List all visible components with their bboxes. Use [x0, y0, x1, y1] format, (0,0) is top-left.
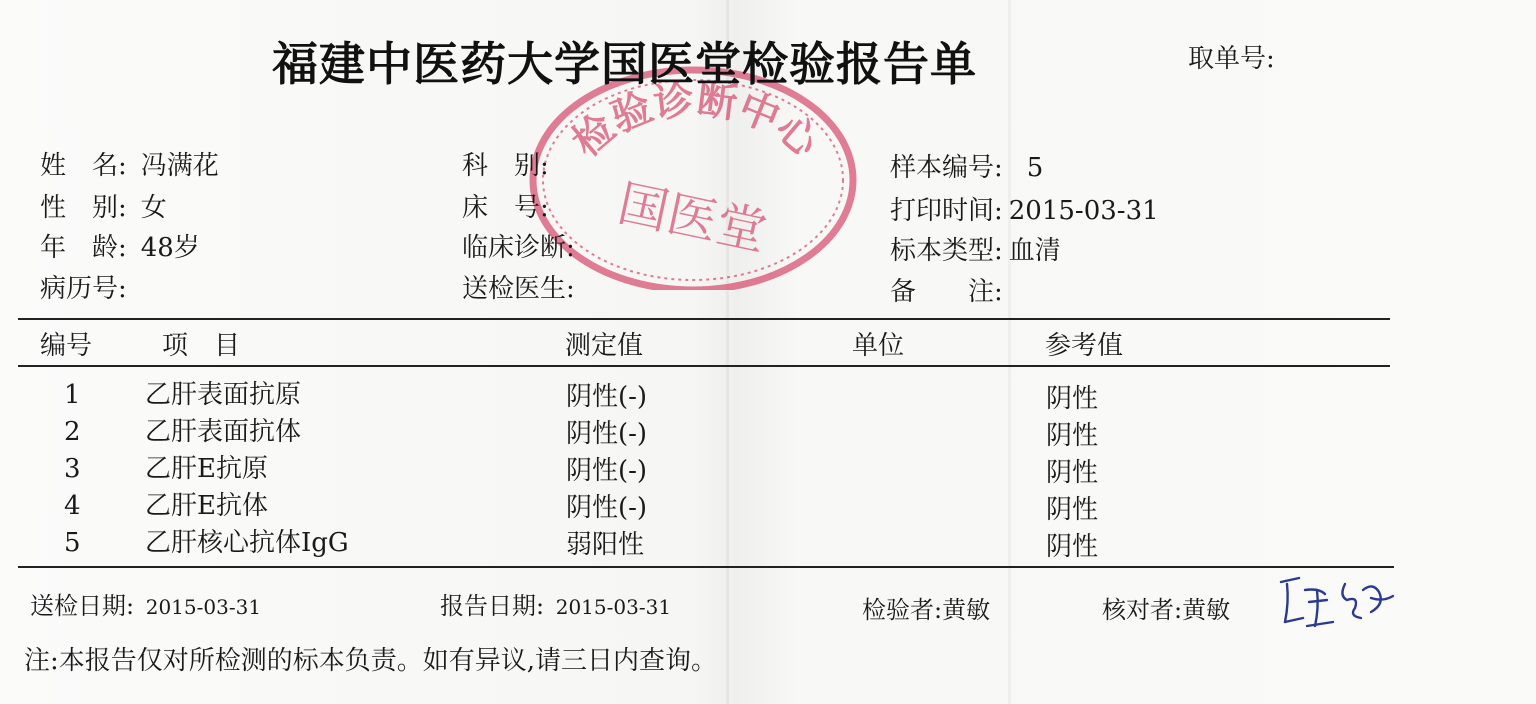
label: 姓 名:	[40, 151, 127, 181]
column-header-value: 测定值	[565, 331, 644, 361]
row-reference: 阴性	[1046, 421, 1099, 451]
disclaimer-note: 注:本报告仅对所检测的标本负责。如有异议,请三日内查询。	[24, 646, 718, 676]
stamp-center-text: 国医堂	[612, 173, 772, 262]
label: 报告日期:	[440, 592, 545, 620]
column-header-item: 项 目	[162, 331, 241, 361]
label: 临床诊断:	[462, 233, 575, 263]
column-header-unit: 单位	[852, 331, 905, 361]
bed-row	[462, 192, 563, 224]
row-item: 乙肝表面抗体	[145, 417, 302, 447]
label: 样本编号:	[890, 153, 1003, 183]
label: 科 别:	[462, 151, 549, 181]
diagnosis-row	[462, 232, 589, 264]
row-number: 1	[64, 380, 81, 410]
row-number: 3	[64, 454, 81, 484]
row-item: 乙肝E抗体	[145, 491, 268, 521]
patient-name: 冯满花	[140, 151, 219, 181]
table-header-rule	[18, 365, 1390, 367]
tester-row	[862, 590, 990, 625]
label: 检验者:	[862, 596, 943, 624]
paper-fold	[726, 0, 729, 704]
remark-row	[890, 276, 1017, 308]
column-header-reference: 参考值	[1045, 331, 1124, 361]
patient-sex-row	[40, 192, 167, 224]
row-value: 阴性(-)	[566, 382, 648, 412]
take-number-label: 取单号:	[1188, 44, 1275, 74]
checker: 黄敏	[1182, 596, 1231, 624]
paper-fold	[1008, 0, 1011, 704]
record-number-row	[40, 273, 141, 305]
send-date: 2015-03-31	[145, 595, 262, 619]
sample-number: 5	[1026, 153, 1044, 183]
label: 打印时间:	[890, 196, 1003, 226]
sample-number-row	[890, 152, 1043, 184]
print-time-row	[890, 195, 1159, 227]
patient-age: 48岁	[140, 233, 200, 263]
row-number: 5	[64, 528, 81, 558]
department-row	[462, 150, 563, 182]
row-item: 乙肝核心抗体IgG	[145, 528, 349, 558]
row-number: 4	[64, 491, 81, 521]
row-item: 乙肝E抗原	[145, 454, 268, 484]
row-value: 弱阳性	[566, 530, 645, 560]
row-reference: 阴性	[1046, 532, 1099, 562]
row-value: 阴性(-)	[566, 456, 648, 486]
report-date: 2015-03-31	[555, 595, 672, 619]
label: 性 别:	[40, 193, 127, 223]
row-reference: 阴性	[1046, 458, 1099, 488]
patient-sex: 女	[140, 193, 167, 223]
label: 送检日期:	[30, 592, 135, 620]
label: 核对者:	[1102, 596, 1183, 624]
send-date-row	[30, 586, 261, 621]
label: 床 号:	[462, 193, 549, 223]
sample-type-row	[890, 235, 1061, 267]
row-reference: 阴性	[1046, 384, 1099, 414]
stamp-top-text: 检验诊断中心	[564, 76, 827, 166]
doctor-row	[462, 273, 589, 305]
label: 标本类型:	[890, 236, 1003, 266]
print-time: 2015-03-31	[1008, 196, 1159, 226]
sample-type: 血清	[1008, 236, 1061, 266]
row-reference: 阴性	[1046, 495, 1099, 525]
tester: 黄敏	[942, 596, 991, 624]
label: 备 注:	[890, 277, 1003, 307]
row-value: 阴性(-)	[566, 493, 648, 523]
table-top-rule	[18, 318, 1390, 320]
label: 病历号:	[40, 274, 127, 304]
label: 送检医生:	[462, 274, 575, 304]
column-header-number: 编号	[40, 331, 93, 361]
row-number: 2	[64, 417, 81, 447]
patient-age-row	[40, 232, 200, 264]
checker-row	[1102, 590, 1230, 625]
patient-name-row	[40, 150, 219, 182]
label: 年 龄:	[40, 233, 127, 263]
report-title: 福建中医药大学国医堂检验报告单	[272, 37, 977, 91]
row-item: 乙肝表面抗原	[145, 380, 302, 410]
row-value: 阴性(-)	[566, 419, 648, 449]
report-date-row	[440, 586, 671, 621]
handwritten-signature	[1275, 572, 1400, 642]
table-bottom-rule	[18, 566, 1394, 568]
